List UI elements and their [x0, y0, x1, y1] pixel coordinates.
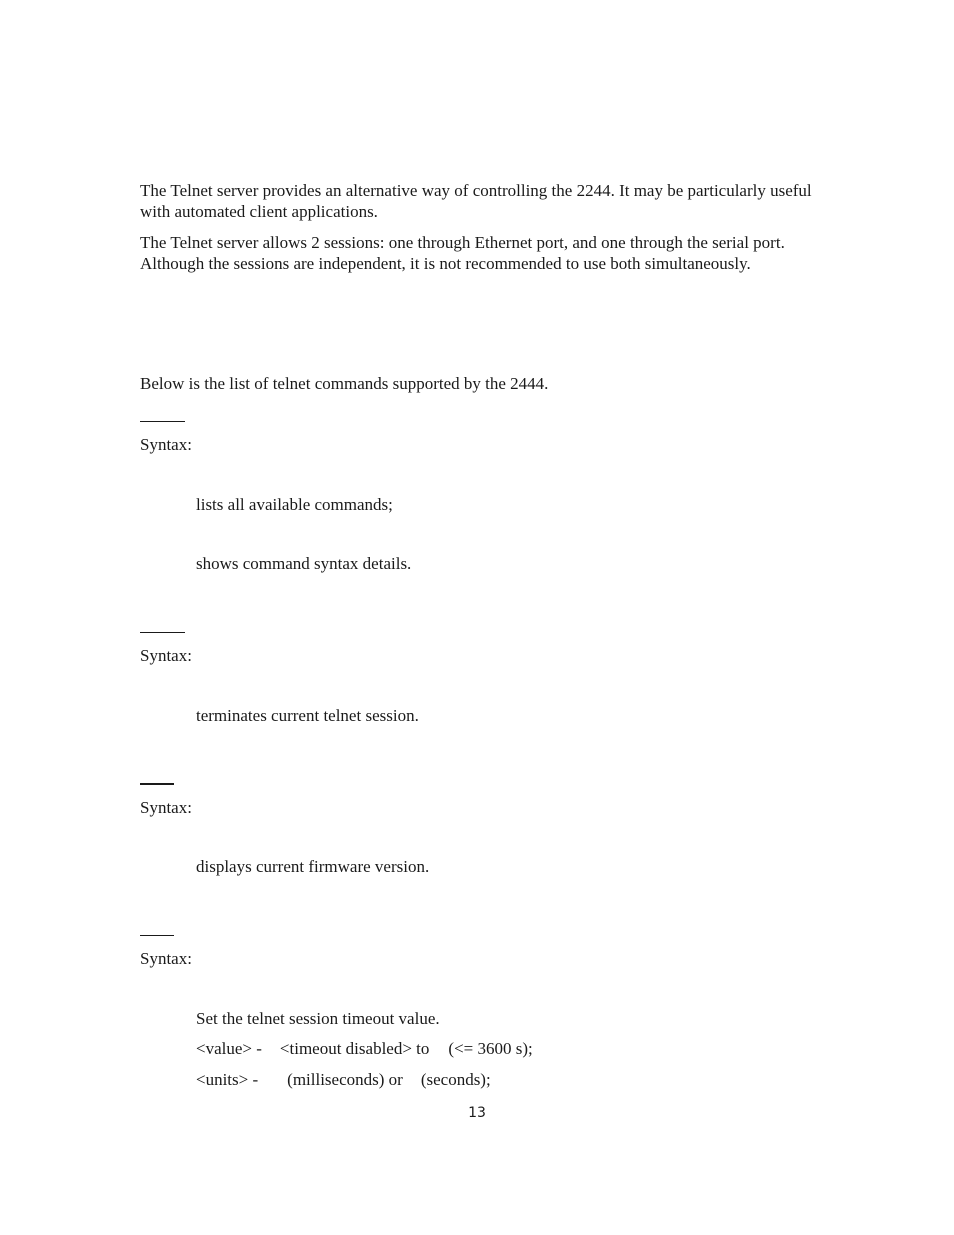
command-description: terminates current telnet session. — [196, 706, 419, 725]
command-heading-underline — [140, 632, 185, 633]
parameter-text: (milliseconds) or — [287, 1070, 403, 1089]
intro-paragraph-2: The Telnet server allows 2 sessions: one through Ethernet port, and one through the serial port. Although the sessions are independent, it is not recommended to use both simultaneously. — [140, 233, 785, 273]
syntax-label: Syntax: — [140, 949, 192, 968]
parameter-text: (<= 3600 s); — [448, 1039, 533, 1058]
command-description: displays current firmware version. — [196, 857, 430, 876]
parameter-text: <timeout disabled> to — [279, 1039, 430, 1058]
command-description: Set the telnet session timeout value. — [196, 1009, 440, 1028]
intro-paragraph-3: Below is the list of telnet commands supported by the 2444. — [140, 374, 549, 393]
syntax-label: Syntax: — [140, 435, 192, 454]
command-heading-underline — [140, 421, 185, 422]
command-description: lists all available commands; — [196, 495, 393, 514]
parameter-name: <units> - — [196, 1070, 259, 1089]
syntax-label: Syntax: — [140, 798, 192, 817]
page-number: 13 — [468, 1105, 486, 1121]
intro-paragraph-1: The Telnet server provides an alternative way of controlling the 2244. It may be particularly useful with automated client applications. — [140, 181, 812, 221]
parameter-text: (seconds); — [420, 1070, 491, 1089]
command-heading-underline — [140, 783, 174, 785]
parameter-line-value — [196, 1038, 533, 1059]
parameter-name: <value> - — [196, 1039, 262, 1058]
parameter-line-units — [196, 1069, 491, 1090]
command-heading-underline — [140, 935, 174, 936]
syntax-label: Syntax: — [140, 646, 192, 665]
command-description: shows command syntax details. — [196, 554, 412, 573]
